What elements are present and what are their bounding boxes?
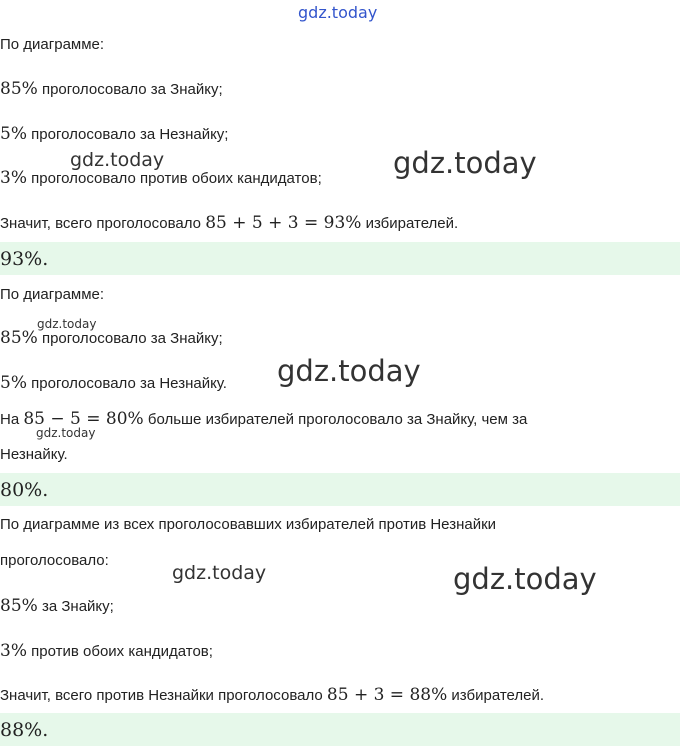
p3-l3-post: избирателей. (447, 687, 545, 704)
p3-l2-text: против обоих кандидатов; (26, 643, 213, 660)
p1-line-neznayka (0, 124, 228, 145)
p1-answer: 93%. (0, 248, 49, 270)
p2-l3-post: больше избирателей проголосовало за Знайку, чем за (143, 411, 528, 428)
p1-l4-math: 85 + 5 + 3 = 93% (205, 213, 362, 233)
watermark-1: gdz.today (70, 149, 165, 171)
p3-l3-pre: Значит, всего против Незнайки проголосовало (0, 687, 327, 704)
p2-line-neznayka-cont: Незнайку. (0, 446, 68, 463)
p3-l3-math: 85 + 3 = 88% (326, 685, 448, 705)
p2-l2-text: проголосовало за Незнайку. (26, 375, 227, 392)
p3-line-total (0, 685, 544, 706)
p1-l3-math: 3% (0, 168, 27, 188)
p1-line-against (0, 168, 322, 189)
p1-l4-post: избирателей. (361, 215, 459, 232)
watermark-7: gdz.today (453, 562, 597, 596)
p1-l2-text: проголосовало за Незнайку; (26, 126, 229, 143)
watermark-4: gdz.today (277, 354, 421, 388)
p2-l3-pre: На (0, 411, 24, 428)
p2-l1-text: проголосовало за Знайку; (37, 330, 223, 347)
watermark-2: gdz.today (393, 146, 537, 180)
p2-l1-math: 85% (0, 328, 38, 348)
p1-l3-text: проголосовало против обоих кандидатов; (26, 170, 322, 187)
p3-intro-2: проголосовало: (0, 552, 109, 569)
p3-intro-1: По диаграмме из всех проголосовавших избирателей против Незнайки (0, 516, 497, 533)
p1-answer-box (0, 242, 680, 275)
watermark-3: gdz.today (37, 317, 97, 331)
p2-answer-box (0, 473, 680, 506)
p2-intro: По диаграмме: (0, 286, 105, 303)
p3-answer-box (0, 713, 680, 746)
p1-l1-text: проголосовало за Знайку; (37, 81, 223, 98)
p2-line-neznayka (0, 373, 227, 394)
p1-l4-pre: Значит, всего проголосовало (0, 215, 206, 232)
watermark-6: gdz.today (172, 562, 267, 584)
p3-l1-text: за Знайку; (37, 598, 114, 615)
p1-line-total (0, 213, 458, 234)
p3-l1-math: 85% (0, 596, 38, 616)
p2-answer: 80%. (0, 479, 49, 501)
p2-line-znayka (0, 328, 223, 349)
p2-l2-math: 5% (0, 373, 27, 393)
p3-line-znayka (0, 596, 114, 617)
p3-line-against (0, 641, 213, 662)
watermark-5: gdz.today (36, 426, 96, 440)
p1-l2-math: 5% (0, 124, 27, 144)
p1-line-znayka (0, 79, 223, 100)
p3-l2-math: 3% (0, 641, 27, 661)
p1-l1-math: 85% (0, 79, 38, 99)
p1-intro: По диаграмме: (0, 36, 105, 53)
p2-l3-math: 85 − 5 = 80% (23, 409, 144, 429)
p3-answer: 88%. (0, 719, 49, 741)
watermark-top: gdz.today (298, 3, 378, 22)
